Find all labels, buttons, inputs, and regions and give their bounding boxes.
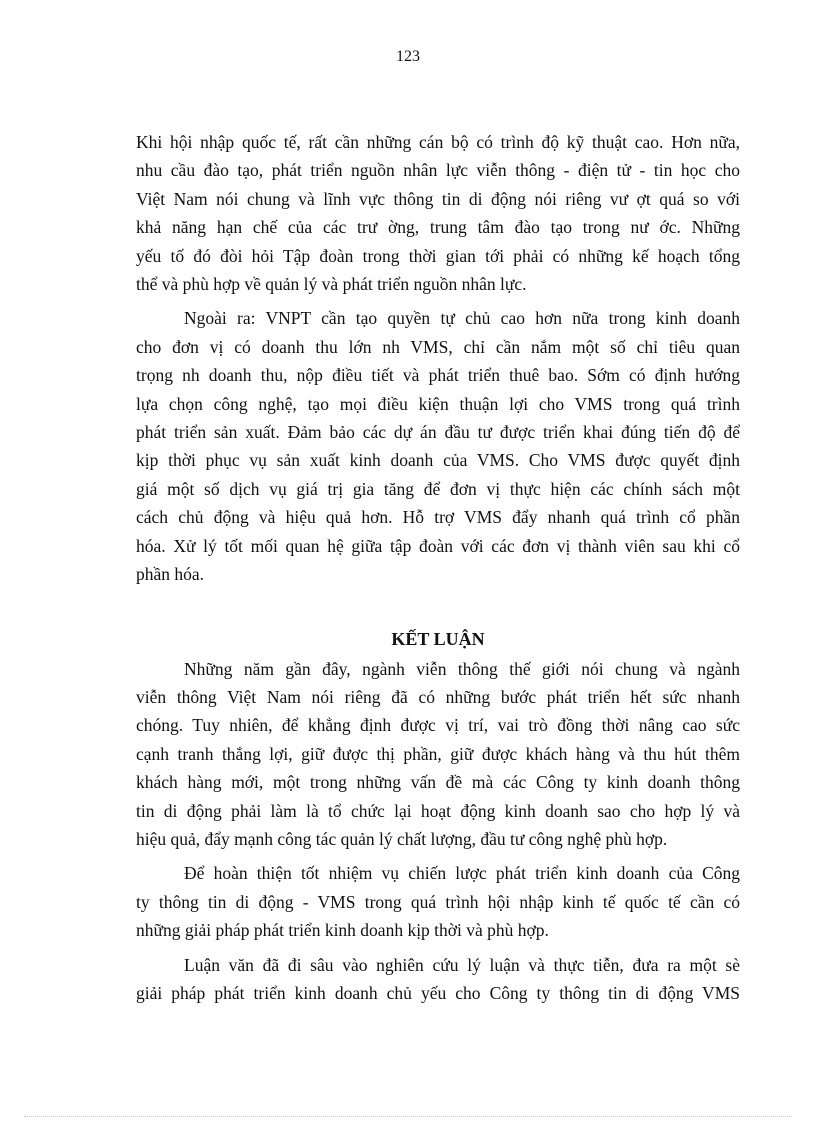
- text-line: cho đơn vị có doanh thu lớn nh VMS, chỉ cần nắm một số chỉ tiêu quan: [136, 336, 740, 357]
- text-line: cách chủ động và hiệu quả hơn. Hỗ trợ VMS đẩy nhanh quá trình cổ phần: [136, 507, 740, 528]
- text-line: cạnh tranh thắng lợi, giữ được thị phần, giữ được khách hàng và thu hút thêm: [136, 743, 740, 764]
- text-line: kịp thời phục vụ sản xuất kinh doanh của VMS. Cho VMS được quyết định: [136, 450, 740, 471]
- text-line: phát triển sản xuất. Đảm bảo các dự án đầu tư được triển khai đúng tiến độ để: [136, 422, 740, 443]
- text-line: giá một số dịch vụ giá trị gia tăng để đơn vị thực hiện các chính sách một: [136, 478, 740, 499]
- page-bottom-rule: [24, 1116, 792, 1117]
- text-line: lựa chọn công nghệ, tạo mọi điều kiện thuận lợi cho VMS trong quá trình: [136, 393, 740, 414]
- section-heading: KẾT LUẬN: [391, 628, 485, 649]
- text-line: những giải pháp phát triển kinh doanh kịp thời và phù hợp.: [136, 920, 549, 941]
- paragraph: [136, 951, 740, 1008]
- body-text-before-heading: [136, 128, 740, 589]
- text-line: Luận văn đã đi sâu vào nghiên cứu lý luận và thực tiễn, đưa ra một sè: [184, 954, 740, 975]
- paragraph: [136, 859, 740, 944]
- text-line: trọng nh doanh thu, nộp điều tiết và phát triển thuê bao. Sớm có định hướng: [136, 365, 740, 386]
- body-text-after-heading: [136, 655, 740, 1008]
- paragraph: [136, 304, 740, 588]
- text-line: hiệu quả, đẩy mạnh công tác quản lý chất lượng, đầu tư công nghệ phù hợp.: [136, 828, 668, 849]
- text-line: khả năng hạn chế của các trư ờng, trung tâm đào tạo trong nư ớc. Những: [136, 217, 740, 238]
- text-line: yếu tố đó đòi hỏi Tập đoàn trong thời gian tới phải có những kế hoạch tổng: [136, 245, 740, 266]
- text-line: Để hoàn thiện tốt nhiệm vụ chiến lược phát triển kinh doanh của Công: [184, 863, 740, 884]
- text-line: nhu cầu đào tạo, phát triển nguồn nhân lực viễn thông - điện tử - tin học cho: [136, 160, 740, 181]
- text-line: Việt Nam nói chung và lĩnh vực thông tin di động nói riêng vư ợt quá so với: [136, 188, 740, 209]
- text-line: hóa. Xử lý tốt mối quan hệ giữa tập đoàn với các đơn vị thành viên sau khi cổ: [136, 535, 740, 556]
- text-line: khách hàng mới, một trong những vấn đề mà các Công ty kinh doanh thông: [136, 772, 740, 793]
- text-line: tin di động phải làm là tổ chức lại hoạt động kinh doanh sao cho hợp lý và: [136, 800, 740, 821]
- document-body: [136, 128, 740, 1013]
- text-line: ty thông tin di động - VMS trong quá trình hội nhập kinh tế quốc tế cần có: [136, 891, 740, 912]
- text-line: Những năm gần đây, ngành viễn thông thế giới nói chung và ngành: [184, 658, 740, 679]
- text-line: Khi hội nhập quốc tế, rất cần những cán bộ có trình độ kỹ thuật cao. Hơn nữa,: [136, 132, 740, 152]
- page-number: 123: [396, 48, 420, 65]
- text-line: Ngoài ra: VNPT cần tạo quyền tự chủ cao hơn nữa trong kinh doanh: [184, 308, 740, 329]
- paragraph: [136, 128, 740, 298]
- text-line: thể và phù hợp về quản lý và phát triển nguồn nhân lực.: [136, 274, 527, 295]
- text-line: viễn thông Việt Nam nói riêng đã có những bước phát triển hết sức nhanh: [136, 686, 740, 707]
- text-line: chóng. Tuy nhiên, để khẳng định được vị trí, vai trò đồng thời nâng cao sức: [136, 715, 740, 736]
- paragraph: [136, 655, 740, 854]
- text-line: phần hóa.: [136, 564, 205, 585]
- text-line: giải pháp phát triển kinh doanh chủ yếu cho Công ty thông tin di động VMS: [136, 982, 740, 1003]
